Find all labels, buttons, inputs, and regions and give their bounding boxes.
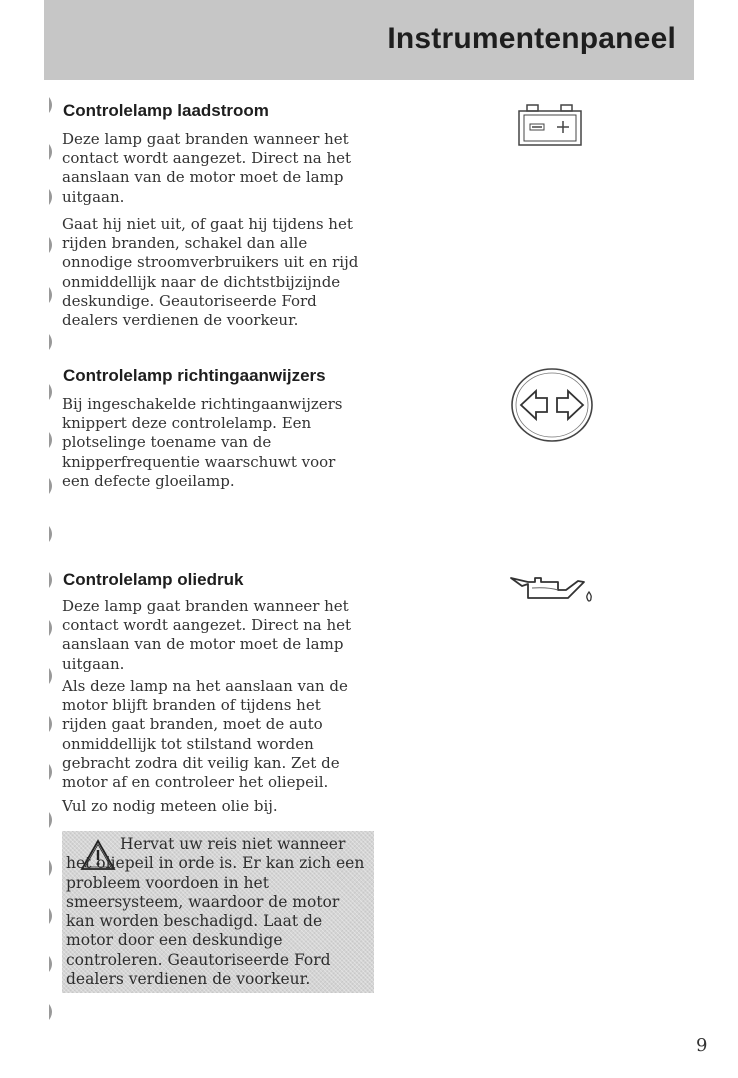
margin-marker [49,572,55,588]
battery-icon [517,104,583,150]
section-heading-richtingaanwijzers: Controlelamp richtingaanwijzers [63,366,326,385]
margin-marker [49,1004,55,1020]
oil-can-icon [508,568,594,610]
margin-marker [49,526,55,542]
paragraph-oliedruk-3: Vul zo nodig meteen olie bij. [62,797,278,815]
margin-marker [49,432,55,448]
paragraph-richtingaanwijzers-1: Bij ingeschakelde richtingaanwijzers knippert deze controlelamp. Een plotselinge toename van de knipperfrequentie waarschuwt voor een defecte gloeilamp. [62,395,343,490]
header-bar [44,0,694,80]
paragraph-oliedruk-2: Als deze lamp na het aanslaan van de motor blijft branden of tijdens het rijden gaat branden, moet de auto onmiddellijk tot stilstand worden gebracht zodra dit veilig kan. Zet de motor af en controleer het oliepeil. [62,677,348,792]
margin-marker [49,908,55,924]
page-title: Instrumentenpaneel [387,22,676,55]
paragraph-oliedruk-1: Deze lamp gaat branden wanneer het contact wordt aangezet. Direct na het aanslaan van de motor moet de lamp uitgaan. [62,597,352,673]
paragraph-laadstroom-2: Gaat hij niet uit, of gaat hij tijdens het rijden branden, schakel dan alle onnodige stroomverbruikers uit en rijd onmiddellijk naar de dichtstbijzijnde deskundige. Geautoriseerde Ford dealers verdienen de voorkeur. [62,215,359,330]
warning-text: Hervat uw reis niet wanneer het oliepeil in orde is. Er kan zich een probleem voordoen in het smeersysteem, waardoor de motor kan worden beschadigd. Laat de motor door een deskundige controleren. Geautoriseerde Ford dealers verdienen de voorkeur. [66,835,365,989]
margin-marker [49,237,55,253]
margin-marker [49,144,55,160]
margin-marker [49,956,55,972]
margin-marker [49,478,55,494]
margin-marker [49,668,55,684]
margin-marker [49,620,55,636]
margin-marker [49,189,55,205]
margin-marker [49,860,55,876]
section-heading-laadstroom: Controlelamp laadstroom [63,101,269,120]
turn-signal-icon [509,367,595,447]
margin-marker [49,287,55,303]
section-heading-oliedruk: Controlelamp oliedruk [63,570,244,589]
page-number: 9 [696,1035,708,1056]
margin-marker [49,334,55,350]
warning-box [62,831,374,993]
margin-marker [49,812,55,828]
margin-marker [49,716,55,732]
margin-marker [49,764,55,780]
margin-marker [49,97,55,113]
paragraph-laadstroom-1: Deze lamp gaat branden wanneer het contact wordt aangezet. Direct na het aanslaan van de motor moet de lamp uitgaan. [62,130,352,206]
margin-marker [49,384,55,400]
